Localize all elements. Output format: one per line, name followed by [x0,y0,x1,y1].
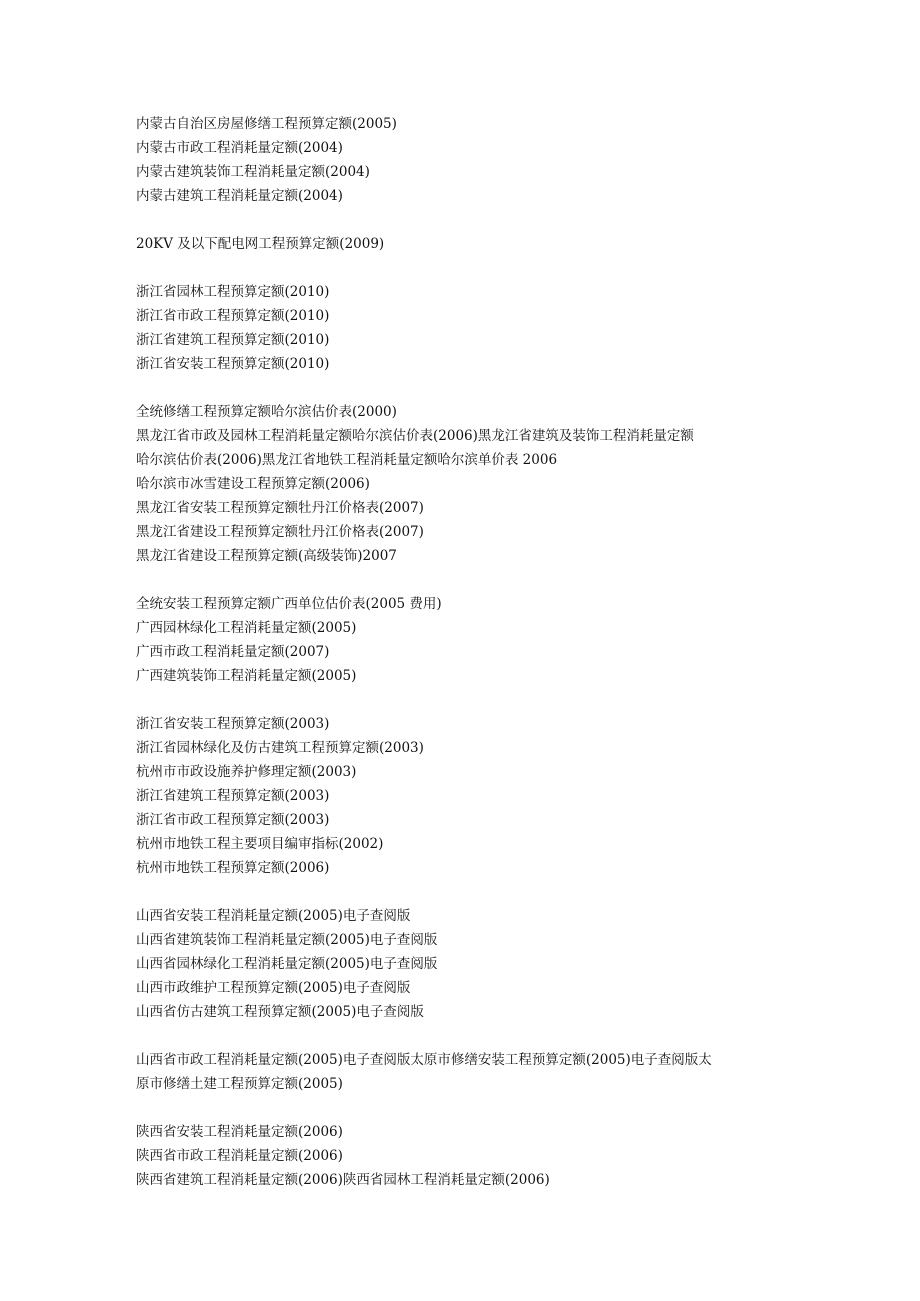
paragraph-distribution-grid [136,232,796,256]
text-line: 山西省仿古建筑工程预算定额(2005)电子查阅版 [136,1004,424,1020]
text-line: 陕西省建筑工程消耗量定额(2006)陕西省园林工程消耗量定额(2006) [136,1172,550,1188]
text-line: 内蒙古建筑工程消耗量定额(2004) [136,188,343,204]
text-line: 广西市政工程消耗量定额(2007) [136,644,330,660]
text-line: 全统安装工程预算定额广西单位估价表(2005 费用) [136,596,442,612]
text-line: 浙江省建筑工程预算定额(2010) [136,332,330,348]
paragraph-guangxi [136,592,796,688]
paragraph-zhejiang-2010 [136,280,796,376]
paragraph-shaanxi [136,1120,796,1192]
text-line: 杭州市地铁工程主要项目编审指标(2002) [136,836,384,852]
text-line: 黑龙江省安装工程预算定额牡丹江价格表(2007) [136,500,424,516]
text-line: 20KV 及以下配电网工程预算定额(2009) [136,236,385,252]
text-line: 陕西省安装工程消耗量定额(2006) [136,1124,343,1140]
text-line: 广西园林绿化工程消耗量定额(2005) [136,620,357,636]
text-line: 杭州市市政设施养护修理定额(2003) [136,764,357,780]
text-line: 浙江省园林工程预算定额(2010) [136,284,330,300]
text-line: 内蒙古市政工程消耗量定额(2004) [136,140,343,156]
text-line: 陕西省市政工程消耗量定额(2006) [136,1148,343,1164]
text-line: 山西省市政工程消耗量定额(2005)电子查阅版太原市修缮安装工程预算定额(2005)电子查阅版太 [136,1052,712,1068]
paragraph-shanxi-taiyuan [136,1048,796,1096]
text-line: 原市修缮土建工程预算定额(2005) [136,1076,343,1092]
text-line: 广西建筑装饰工程消耗量定额(2005) [136,668,357,684]
text-line: 内蒙古建筑装饰工程消耗量定额(2004) [136,164,370,180]
text-line: 浙江省安装工程预算定额(2003) [136,716,330,732]
text-line: 浙江省建筑工程预算定额(2003) [136,788,330,804]
text-line: 山西省园林绿化工程消耗量定额(2005)电子查阅版 [136,956,438,972]
text-line: 哈尔滨市冰雪建设工程预算定额(2006) [136,476,370,492]
paragraph-heilongjiang [136,400,796,568]
text-line: 黑龙江省建设工程预算定额牡丹江价格表(2007) [136,524,424,540]
paragraph-zhejiang-2003 [136,712,796,880]
text-line: 黑龙江省市政及园林工程消耗量定额哈尔滨估价表(2006)黑龙江省建筑及装饰工程消耗量定额 [136,428,694,444]
text-line: 浙江省市政工程预算定额(2003) [136,812,330,828]
text-line: 山西省安装工程消耗量定额(2005)电子查阅版 [136,908,411,924]
text-line: 全统修缮工程预算定额哈尔滨估价表(2000) [136,404,397,420]
paragraph-shanxi [136,904,796,1024]
text-line: 哈尔滨估价表(2006)黑龙江省地铁工程消耗量定额哈尔滨单价表 2006 [136,452,558,468]
text-line: 浙江省安装工程预算定额(2010) [136,356,330,372]
text-line: 内蒙古自治区房屋修缮工程预算定额(2005) [136,116,397,132]
text-line: 杭州市地铁工程预算定额(2006) [136,860,330,876]
text-line: 浙江省市政工程预算定额(2010) [136,308,330,324]
text-line: 黑龙江省建设工程预算定额(高级装饰)2007 [136,548,397,564]
text-line: 山西市政维护工程预算定额(2005)电子查阅版 [136,980,411,996]
paragraph-inner-mongolia [136,112,796,208]
document-body [136,112,796,1216]
text-line: 山西省建筑装饰工程消耗量定额(2005)电子查阅版 [136,932,438,948]
text-line: 浙江省园林绿化及仿古建筑工程预算定额(2003) [136,740,424,756]
